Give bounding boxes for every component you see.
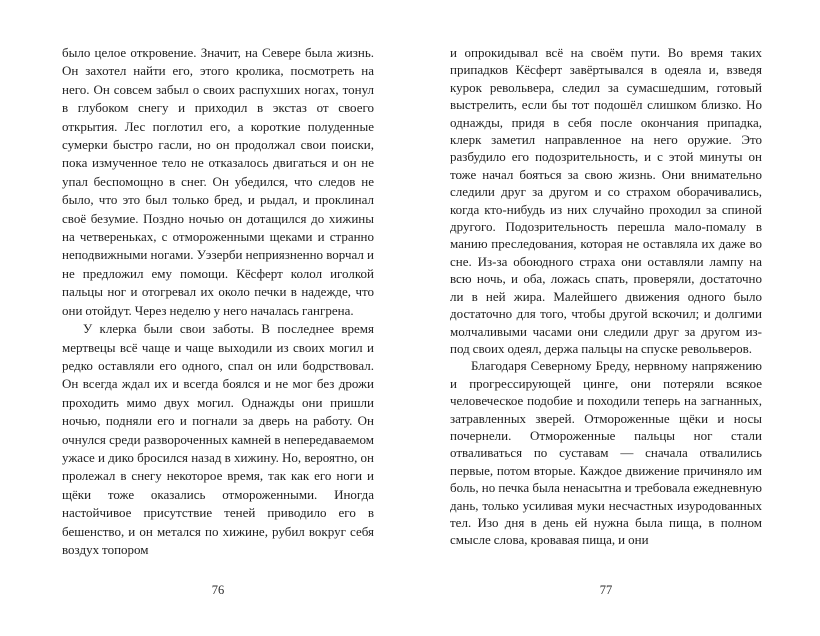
page-number-right: 77	[599, 583, 613, 597]
paragraph-continuation: было целое откровение. Значит, на Севере была жизнь. Он захотел найти его, этого кролика, посмотреть на него. Он совсем забыл о своих распухших ногах, тонул в глубоком снегу и приходил в экстаз от своего открытия. Лес поглотил его, а короткие полуденные сумерки быстро гасли, но он продолжал свои поиски, пока измученное тело не отказалось двигаться и он не упал беспомощно в снег. Он убедился, что следов не было, что это был только бред, и рыдал, и проклинал своё безумие. Поздно ночью он дотащился до хижины на четвереньках, с отмороженными щеками и странно неподвижными ногами. Уэзерби неприязненно ворчал и не предложил ему помощи. Кёсферт колол иголкой пальцы ног и отогревал их около печки в надежде, что они отойдут. Через неделю у него началась гангрена.	[62, 45, 374, 318]
paragraph: У клерка были свои заботы. В последнее время мертвецы всё чаще и чаще выходили из своих могил и редко оставляли его одного, спал он или бодрствовал. Он всегда ждал их и всегда боялся и не мог без дрожи проходить мимо двух могил. Однажды они пришли ночью, подняли его и погнали за дверь на работу. Он очнулся среди развороченных камней в непередаваемом ужасе и дико бросился назад в хижину. Но, вероятно, он пролежал в снегу некоторое время, так как его ноги и щёки тоже оказались отмороженными. Иногда настойчивое присутствие теней приводило его в бешенство, и он метался по хижине, рубил вокруг себя воздух топором	[62, 321, 374, 557]
page-left-text	[62, 44, 374, 559]
paragraph: Благодаря Северному Бреду, нервному напряжению и прогрессирующей цинге, они потеряли всякое человеческое подобие и походили теперь на загнанных, затравленных зверей. Отмороженные щёки и носы почернели. Отмороженные пальцы ног стали отваливаться по суставам — сначала отвалились первые, потом вторые. Каждое движение причиняло им боль, но печка была ненасытна и требовала ежедневную дань, только усиливая муки несчастных изуродованных тел. Изо дня в день ей нужна была пища, в полном смысле слова, кровавая пища, и они	[450, 358, 762, 548]
page-right	[410, 0, 820, 636]
page-right-text	[450, 44, 762, 549]
paragraph-continuation: и опрокидывал всё на своём пути. Во время таких припадков Кёсферт завёртывался в одеяла и, взведя курок револьвера, следил за сумасшедшим, готовый выстрелить, если бы тот подошёл слишком близко. Но однажды, придя в себя после окончания припадка, клерк заметил направленное на него оружие. Это разбудило его подозрительность, и с этой минуты он тоже начал бояться за свою жизнь. Они внимательно следили друг за другом и со страхом оборачивались, когда кто-нибудь из них случайно проходил за спиной другого. Подозрительность перешла мало-помалу в манию преследования, которая не оставляла их даже во сне. Из-за обоюдного страха они оставляли лампу на всю ночь, и оба, ложась спать, проверяли, достаточно ли в ней жира. Малейшего движения одного было достаточно для того, чтобы другой вскочил; и долгими молчаливыми часами они следили друг за другом из-под своих одеял, держа пальцы на спуске револьверов.	[450, 45, 762, 356]
page-number-left: 76	[211, 583, 225, 597]
